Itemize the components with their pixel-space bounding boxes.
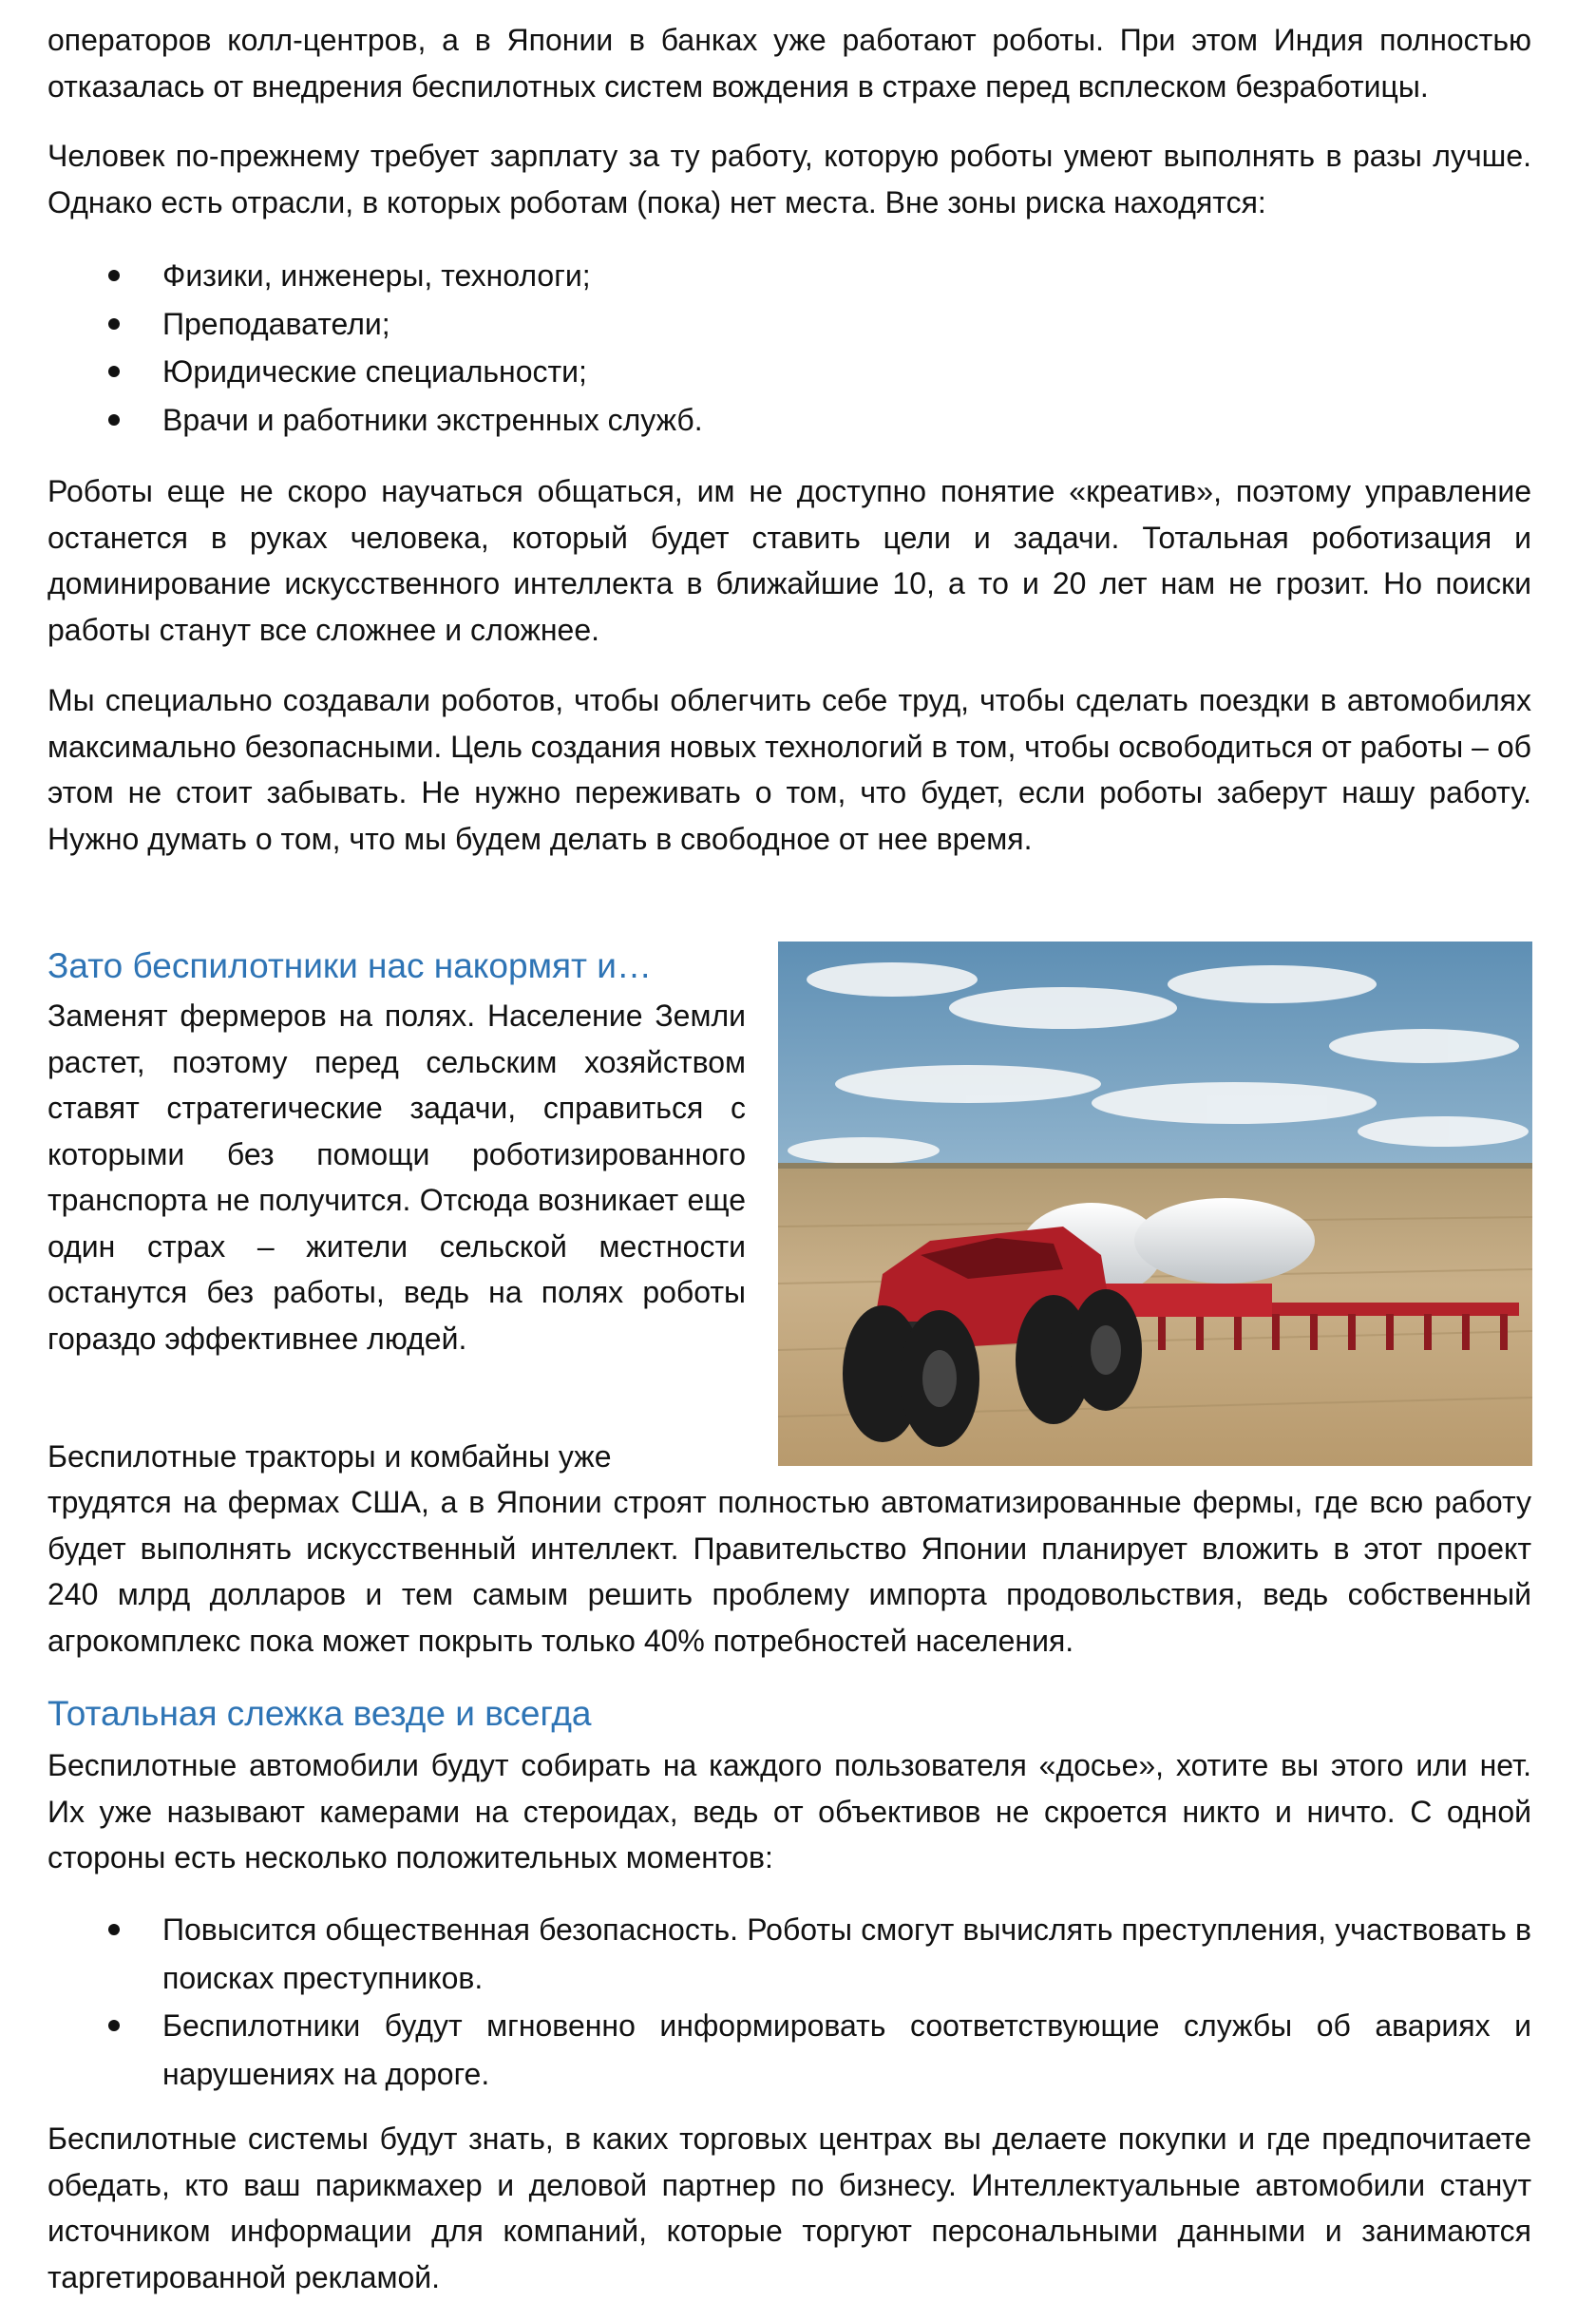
- autonomous-tractor-photo: [778, 942, 1532, 1466]
- list-item: Повысится общественная безопасность. Роботы смогут вычислять преступления, участвовать в поисках преступников.: [48, 1906, 1531, 2002]
- paragraph-safe-zones: Человек по-прежнему требует зарплату за ту работу, которую роботы умеют выполнять в разы лучше. Однако есть отрасли, в которых роботам (пока) нет места. Вне зоны риска находятся:: [48, 139, 1531, 219]
- safe-professions-list: [48, 252, 1531, 444]
- paragraph-tractors-lead: Беспилотные тракторы и комбайны уже: [48, 1439, 612, 1474]
- list-item: Беспилотники будут мгновенно информировать соответствующие службы об авариях и нарушениях на дороге.: [48, 2002, 1531, 2098]
- section-heading-farming: Зато беспилотники нас накормят и…: [48, 946, 652, 985]
- list-item: Врачи и работники экстренных служб.: [48, 396, 1531, 445]
- list-item: Преподаватели;: [48, 300, 1531, 349]
- list-item: Юридические специальности;: [48, 348, 1531, 396]
- paragraph-farmers: Заменят фермеров на полях. Население Земли растет, поэтому перед сельским хозяйством ставят стратегические задачи, справиться с которыми без помощи роботизированного транспорта не получится. Отсюда возникает еще один страх – жители сельской местности останутся без работы, ведь на полях роботы гораздо эффективнее людей.: [48, 999, 746, 1356]
- paragraph-data-collection: Беспилотные системы будут знать, в каких торговых центрах вы делаете покупки и где предпочитаете обедать, кто ваш парикмахер и деловой партнер по бизнесу. Интеллектуальные автомобили станут источником информации для компаний, которые торгуют персональными данными и занимаются таргетированной рекламой.: [48, 2121, 1531, 2294]
- paragraph-freedom: Мы специально создавали роботов, чтобы облегчить себе труд, чтобы сделать поездки в автомобилях максимально безопасными. Цель создания новых технологий в том, чтобы освободиться от работы – об этом не стоит забывать. Не нужно переживать о том, что будет, если роботы заберут нашу работу. Нужно думать о том, что мы будем делать в свободное от нее время.: [48, 683, 1531, 856]
- paragraph-surveillance: Беспилотные автомобили будут собирать на каждого пользователя «досье», хотите вы этого или нет. Их уже называют камерами на стероидах, ведь от объективов не скроется никто и ничто. С одной стороны есть несколько положительных моментов:: [48, 1748, 1531, 1874]
- paragraph-tractors: трудятся на фермах США, а в Японии строят полностью автоматизированные фермы, где всю работу будет выполнять искусственный интеллект. Правительство Японии планирует вложить в этот проект 240 млрд долларов и тем самым решить проблему импорта продовольствия, ведь собственный агрокомплекс пока может покрыть только 40% потребностей населения.: [48, 1485, 1531, 1658]
- paragraph-intro: операторов колл-центров, а в Японии в банках уже работают роботы. При этом Индия полностью отказалась от внедрения беспилотных систем вождения в страхе перед всплеском безработицы.: [48, 23, 1531, 104]
- paragraph-creativity: Роботы еще не скоро научаться общаться, им не доступно понятие «креатив», поэтому управление останется в руках человека, который будет ставить цели и задачи. Тотальная роботизация и доминирование искусственного интеллекта в ближайшие 10, а то и 20 лет нам не грозит. Но поиски работы станут все сложнее и сложнее.: [48, 474, 1531, 647]
- positive-aspects-list: [48, 1906, 1531, 2098]
- list-item: Физики, инженеры, технологи;: [48, 252, 1531, 300]
- section-heading-surveillance: Тотальная слежка везде и всегда: [48, 1694, 592, 1733]
